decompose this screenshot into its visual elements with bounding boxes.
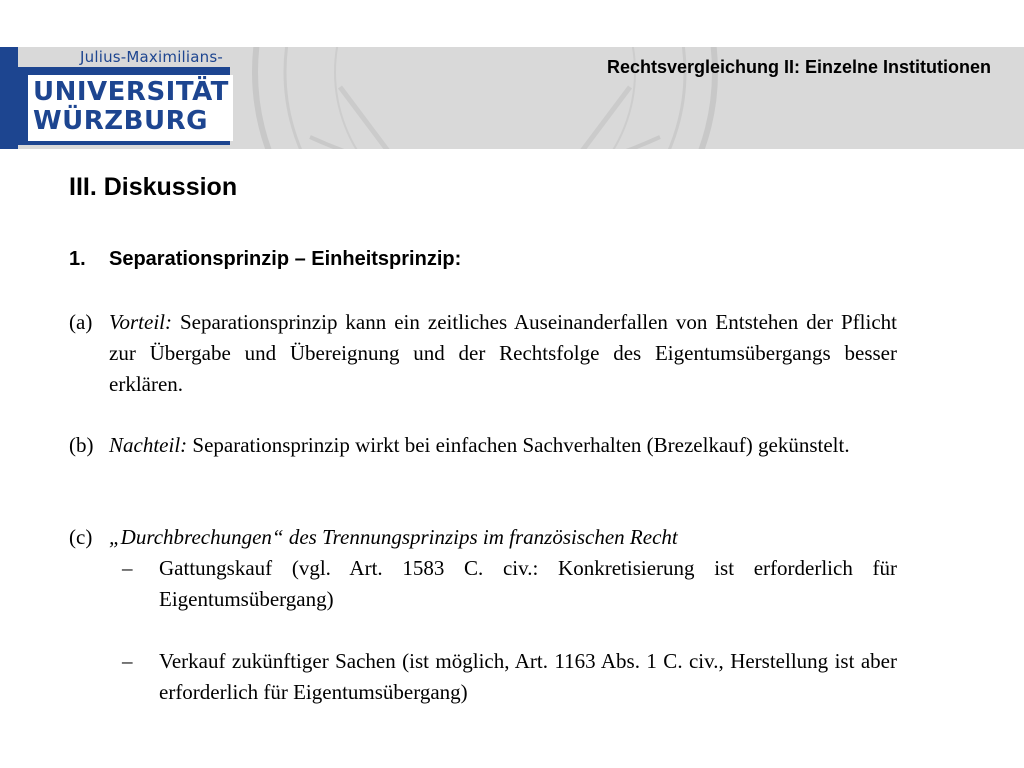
paragraph-a	[69, 307, 897, 400]
bullet-item	[122, 553, 897, 615]
logo-wordmark	[33, 78, 229, 136]
bullet-text: Verkauf zukünftiger Sachen (ist möglich, Art. 1163 Abs. 1 C. civ., Herstellung ist aber erforderlich für Eigentumsübergang)	[159, 649, 897, 704]
paragraph-text: Separationsprinzip wirkt bei einfachen Sachverhalten (Brezelkauf) gekünstelt.	[187, 433, 850, 457]
logo-line-1: UNIVERSITÄT	[33, 77, 229, 107]
logo-line-2: WÜRZBURG	[33, 106, 208, 136]
paragraph-label: (c)	[69, 525, 93, 549]
paragraph-lead: Nachteil:	[109, 433, 188, 457]
logo-bar	[0, 47, 18, 149]
section-title: III. Diskussion	[69, 173, 238, 201]
paragraph-label: (a)	[69, 310, 93, 334]
bullet-dash: –	[122, 556, 133, 580]
bullet-dash: –	[122, 649, 133, 673]
subsection-number: 1.	[69, 248, 86, 270]
bullet-text: Gattungskauf (vgl. Art. 1583 C. civ.: Konkretisierung ist erforderlich für Eigentumsübergang)	[159, 556, 897, 611]
paragraph-b	[69, 430, 897, 461]
slide-header-title: Rechtsvergleichung II: Einzelne Institutionen	[606, 57, 991, 77]
paragraph-lead: Vorteil:	[109, 310, 172, 334]
paragraph-lead: „Durchbrechungen“ des Trennungsprinzips im französischen Recht	[109, 525, 678, 549]
subsection-heading	[69, 248, 461, 271]
university-logo[interactable]	[18, 47, 230, 149]
bullet-item	[122, 646, 897, 708]
subsection-title: Separationsprinzip – Einheitsprinzip:	[109, 248, 462, 270]
seal-year-text: 15 83	[410, 143, 509, 192]
logo-tagline: Julius-Maximilians-	[80, 48, 224, 66]
paragraph-c	[69, 522, 897, 553]
paragraph-label: (b)	[69, 433, 94, 457]
paragraph-text: Separationsprinzip kann ein zeitliches Auseinanderfallen von Entstehen der Pflicht zur Übergabe und Übereignung und der Rechtsfolge des Eigentumsübergangs besser erklären.	[109, 310, 897, 396]
